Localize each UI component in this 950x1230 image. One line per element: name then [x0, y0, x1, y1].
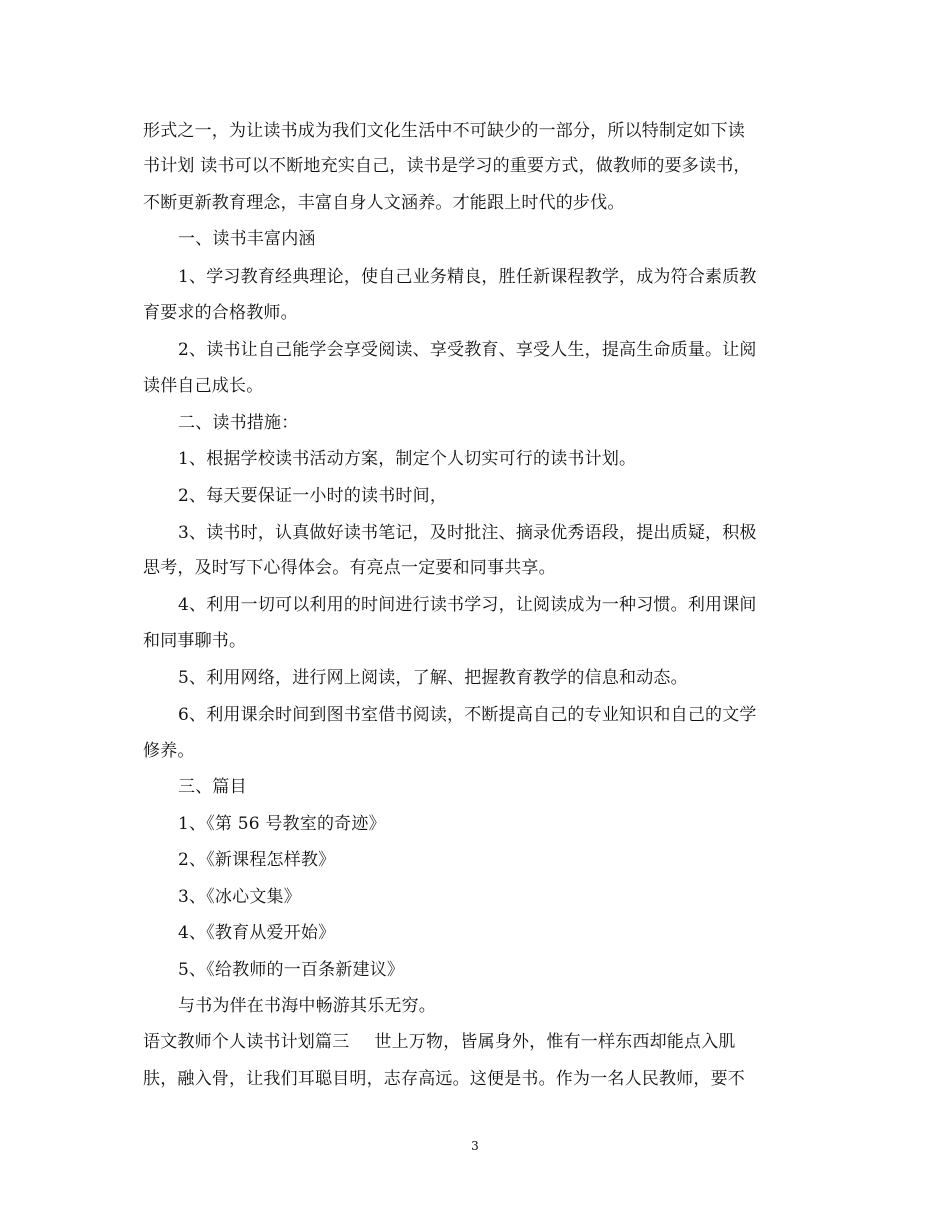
section-heading: 二、读书措施： — [178, 413, 299, 433]
list-item-line: 育要求的合格教师。 — [143, 303, 298, 323]
paragraph-line: 书计划 读书可以不断地充实自己，读书是学习的重要方式，做教师的要多读书， — [143, 156, 751, 176]
paragraph-line: 形式之一，为让读书成为我们文化生活中不可缺少的一部分，所以特制定如下读 — [143, 121, 745, 141]
list-item-line: 修养。 — [143, 741, 195, 761]
list-item-line: 6、利用课余时间到图书室借书阅读，不断提高自己的专业知识和自己的文学 — [178, 705, 757, 725]
list-item-line: 思考，及时写下心得体会。有亮点一定要和同事共享。 — [143, 558, 556, 578]
paragraph-text: 世上万物，皆属身外，惟有一样东西却能点入肌 — [374, 1032, 736, 1052]
list-item-line: 5、利用网络，进行网上阅读，了解、把握教育教学的信息和动态。 — [178, 668, 688, 688]
list-item-line: 4、利用一切可以利用的时间进行读书学习，让阅读成为一种习惯。利用课间 — [178, 595, 757, 615]
page-number: 3 — [471, 1139, 479, 1153]
paragraph-line: 肤，融入骨，让我们耳聪目明，志存高远。这便是书。作为一名人民教师，要不 — [143, 1069, 745, 1089]
list-item-line: 读伴自己成长。 — [143, 376, 264, 396]
list-item-line: 2、每天要保证一小时的读书时间， — [178, 486, 448, 506]
book-list-item: 2、《新课程怎样教》 — [178, 850, 336, 870]
book-list-item: 4、《教育从爱开始》 — [178, 923, 336, 943]
paragraph-line: 不断更新教育理念，丰富自身人文涵养。才能跟上时代的步伐。 — [143, 193, 625, 213]
list-item-line: 1、根据学校读书活动方案，制定个人切实可行的读书计划。 — [178, 449, 637, 469]
list-item-line: 和同事聊书。 — [143, 631, 247, 651]
section-heading: 三、篇目 — [178, 777, 247, 797]
list-item-line: 3、读书时，认真做好读书笔记，及时批注、摘录优秀语段，提出质疑，积极 — [178, 523, 757, 543]
book-list-item: 5、《给教师的一百条新建议》 — [178, 960, 405, 980]
list-item-line: 1、学习教育经典理论，使自己业务精良，胜任新课程教学，成为符合素质教 — [178, 267, 757, 287]
book-list-item: 1、《第 56 号教室的奇迹》 — [178, 814, 386, 834]
paragraph-line — [143, 1032, 736, 1052]
list-item-line: 2、读书让自己能学会享受阅读、享受教育、享受人生，提高生命质量。让阅 — [178, 340, 757, 360]
article-title: 语文教师个人读书计划篇三 — [143, 1032, 350, 1052]
book-list-item: 3、《冰心文集》 — [178, 887, 301, 907]
paragraph-line: 与书为伴在书海中畅游其乐无穷。 — [178, 996, 436, 1016]
section-heading: 一、读书丰富内涵 — [178, 229, 316, 249]
